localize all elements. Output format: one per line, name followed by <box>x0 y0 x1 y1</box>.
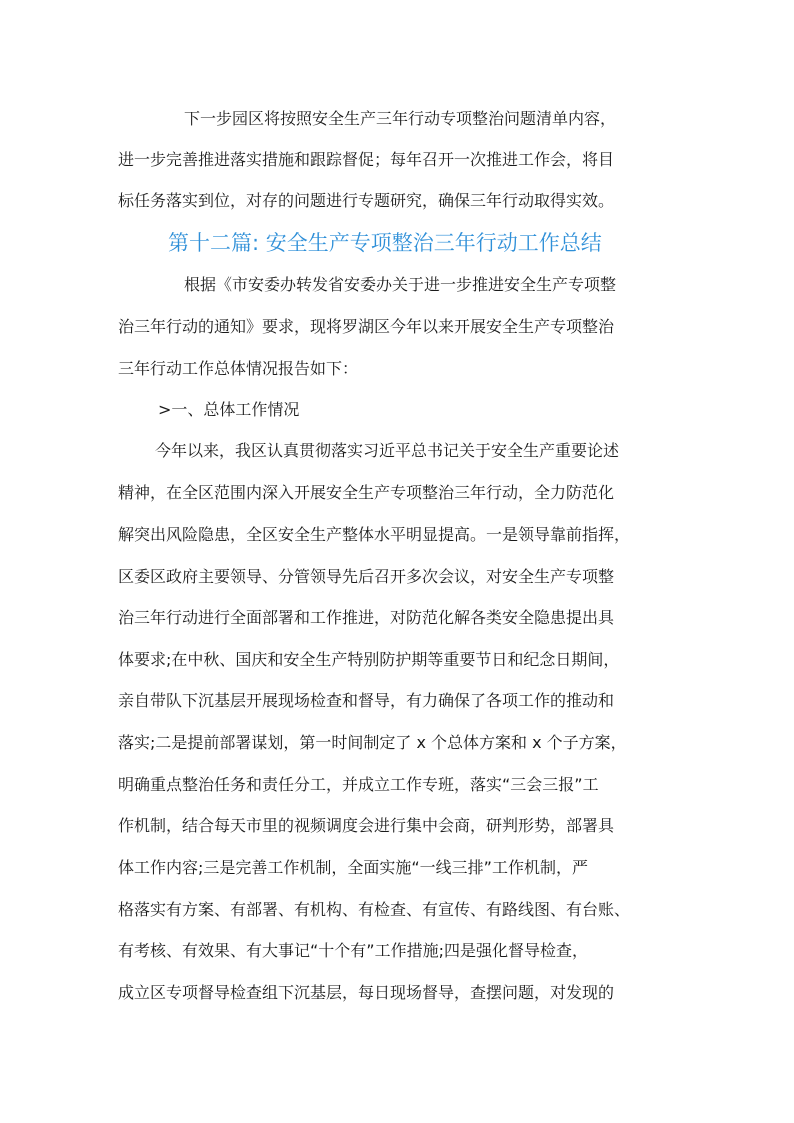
body-line-16: 格落实有方案、有部署、有机构、有检查、有宣传、有路线图、有台账、 <box>118 900 631 919</box>
body-line-3: 三年行动工作总体情况报告如下： <box>118 359 359 378</box>
intro-line-3: 标任务落实到位，对存的问题进行专题研究，确保三年行动取得实效。 <box>118 191 615 210</box>
body-line-8: 区委区政府主要领导、分管领导先后召开多次会议，对安全生产专项整 <box>118 567 615 586</box>
body-line-11: 亲自带队下沉基层开展现场检查和督导，有力确保了各项工作的推动和 <box>118 691 615 710</box>
body-line-9: 治三年行动进行全面部署和工作推进，对防范化解各类安全隐患提出具 <box>118 608 615 627</box>
body-line-7: 解突出风险隐患，全区安全生产整体水平明显提高。一是领导靠前指挥， <box>118 525 631 544</box>
subsection-heading: >一、总体工作情况 <box>158 400 300 419</box>
body-line-10: 体要求;在中秋、国庆和安全生产特别防护期等重要节日和纪念日期间， <box>118 650 620 669</box>
body-line-2: 治三年行动的通知》要求，现将罗湖区今年以来开展安全生产专项整治 <box>118 317 615 336</box>
body-line-6: 精神，在全区范围内深入开展安全生产专项整治三年行动，全力防范化 <box>118 483 615 502</box>
body-line-12: 落实;二是提前部署谋划，第一时间制定了 x 个总体方案和 x 个子方案， <box>118 733 627 752</box>
body-line-18: 成立区专项督导检查组下沉基层，每日现场督导，查摆问题，对发现的 <box>118 983 615 1002</box>
body-line-14: 作机制，结合每天市里的视频调度会进行集中会商，研判形势，部署具 <box>118 816 615 835</box>
body-line-1: 根据《市安委办转发省安委办关于进一步推进安全生产专项整 <box>184 275 617 294</box>
intro-line-1: 下一步园区将按照安全生产三年行动专项整治问题清单内容， <box>184 109 617 128</box>
body-line-17: 有考核、有效果、有大事记“十个有”工作措施;四是强化督导检查， <box>118 941 588 960</box>
intro-line-2: 进一步完善推进落实措施和跟踪督促；每年召开一次推进工作会，将目 <box>118 150 615 169</box>
section-heading: 第十二篇: 安全生产专项整治三年行动工作总结 <box>168 231 602 255</box>
body-line-13: 明确重点整治任务和责任分工，并成立工作专班，落实“三会三报”工 <box>118 775 599 794</box>
body-line-15: 体工作内容;三是完善工作机制，全面实施“一线三排”工作机制，严 <box>118 858 588 877</box>
body-line-5: 今年以来，我区认真贯彻落实习近平总书记关于安全生产重要论述 <box>155 441 620 460</box>
